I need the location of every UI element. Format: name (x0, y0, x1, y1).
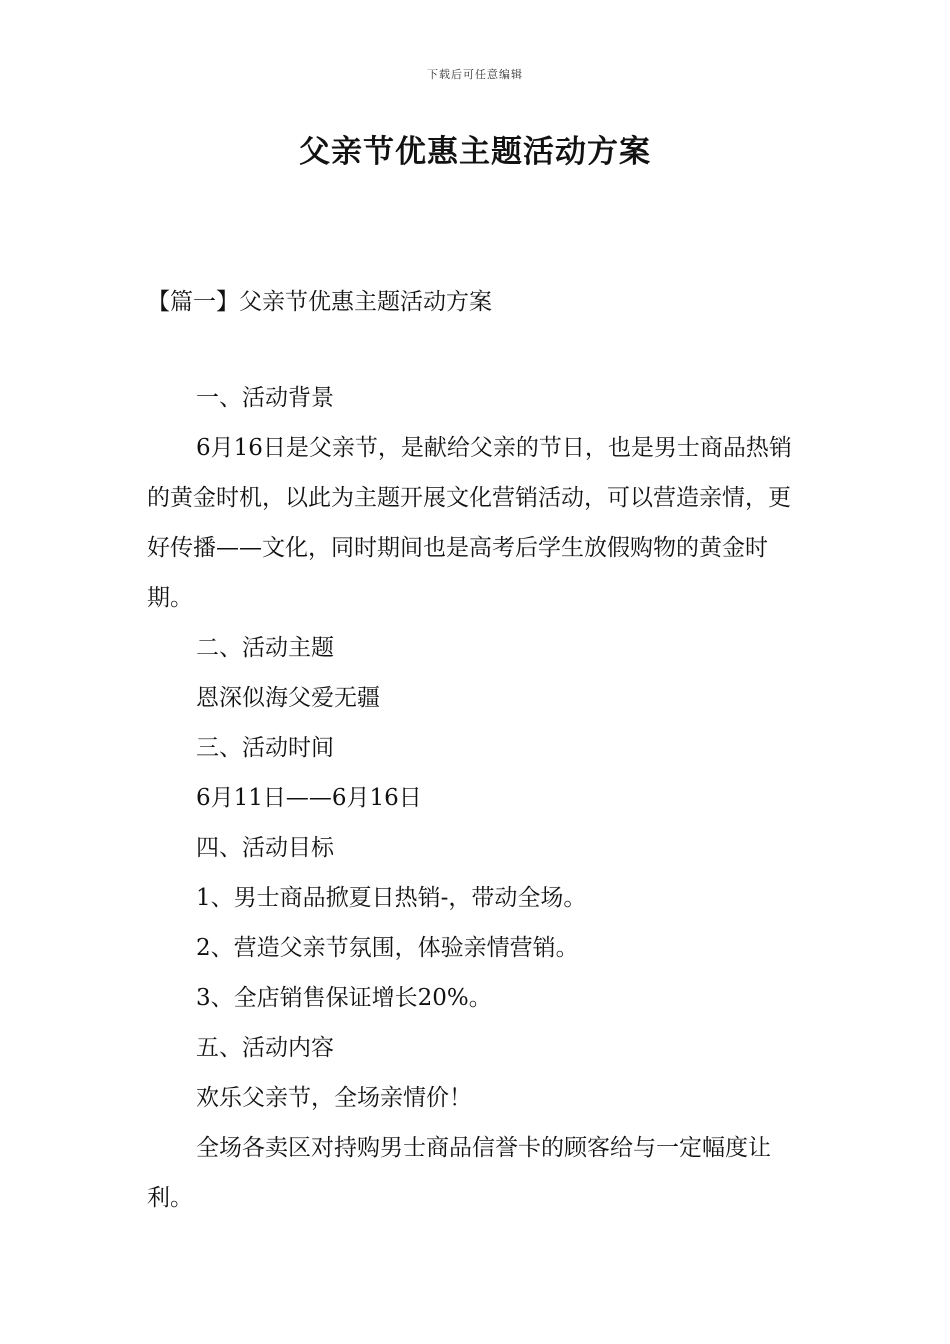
goal-item-1: 1、男士商品掀夏日热销-，带动全场。 (196, 885, 587, 911)
paragraph-discount: 全场各卖区对持购男士商品信誉卡的顾客给与一定幅度让利。 (147, 1135, 771, 1211)
document-body (147, 373, 809, 1223)
heading-theme: 二、活动主题 (196, 635, 334, 661)
section-title: 【篇一】父亲节优惠主题活动方案 (147, 289, 492, 315)
paragraph-background: 6月16日是父亲节，是献给父亲的节日，也是男士商品热销的黄金时机，以此为主题开展文化营销活动，可以营造亲情，更好传播——文化，同时期间也是高考后学生放假购物的黄金时期。 (147, 435, 792, 611)
heading-content: 五、活动内容 (196, 1035, 334, 1061)
heading-goals: 四、活动目标 (196, 835, 334, 861)
heading-background: 一、活动背景 (196, 385, 334, 411)
paragraph-slogan: 欢乐父亲节，全场亲情价！ (196, 1085, 472, 1111)
header-note: 下载后可任意编辑 (427, 68, 523, 81)
goal-item-2: 2、营造父亲节氛围，体验亲情营销。 (196, 935, 579, 961)
goal-item-3: 3、全店销售保证增长20%。 (196, 985, 492, 1011)
paragraph-time: 6月11日——6月16日 (196, 785, 422, 811)
heading-time: 三、活动时间 (196, 735, 334, 761)
document-title: 父亲节优惠主题活动方案 (299, 134, 651, 170)
paragraph-theme: 恩深似海父爱无疆 (196, 685, 380, 711)
